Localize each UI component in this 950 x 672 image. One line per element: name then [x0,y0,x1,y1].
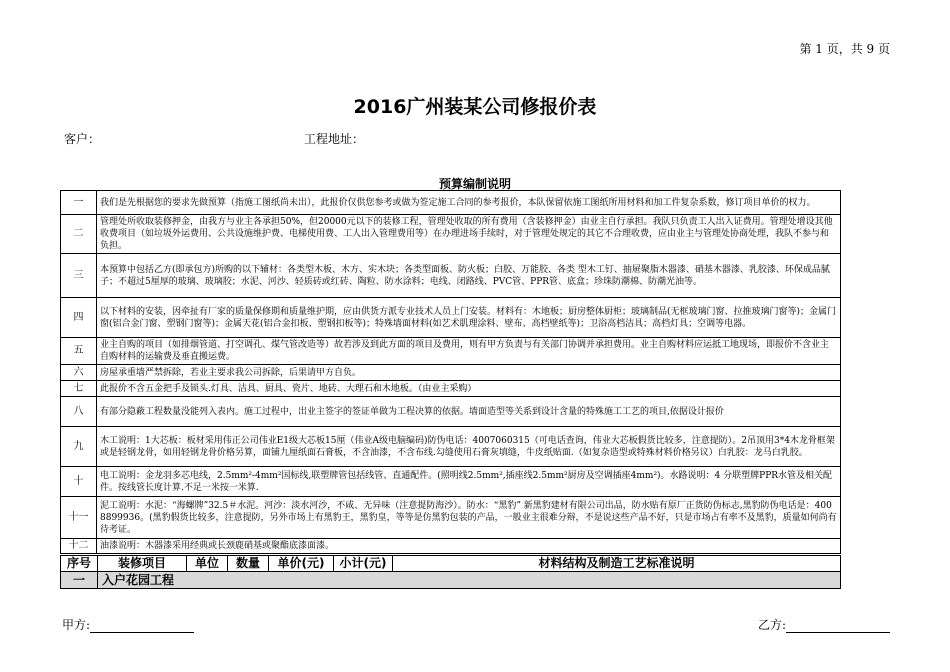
note-row [61,338,841,365]
party-a-signature-line [90,620,194,633]
note-number: 六 [61,365,97,381]
note-number: 十 [61,467,97,497]
party-b-signature [758,616,890,633]
note-row [61,254,841,298]
note-text: 油漆说明：木器漆采用经典或长颈鹿硝基或聚酯底漆面漆。 [97,539,841,554]
page-title: 2016广州装某公司修报价表 [353,96,597,118]
note-row [61,467,841,497]
header-quantity: 数量 [228,556,269,571]
note-number: 二 [61,215,97,254]
note-number: 十二 [61,539,97,554]
note-number: 五 [61,338,97,365]
note-row [61,365,841,381]
note-text: 以下材料的安装，因牵扯有厂家的质量保修期和质量维护期，应由供货方派专业技术人员上门安装。材料有：木地板；厨房整体厨柜；玻璃制品(无框玻璃门窗、拉推玻璃门窗等)；金属门窗(铝合金门窗、塑钢门窗等)；金属天花(铝合金扣板、塑钢扣板等)；特殊墙面材料(如艺术肌理涂料、壁布、高档壁纸等)；卫浴高档洁具；高档灯具；空调等电器。 [97,298,841,338]
note-row [61,397,841,427]
party-b-label: 乙方: [758,618,787,632]
section-number: 一 [61,572,98,588]
note-row [61,427,841,467]
note-row [61,381,841,397]
note-text: 本预算中包括乙方(即承包方)所购的以下辅材：各类型木板、木方、实木块；各类型面板、防火板；白胶、万能胶、各类 型木工钉、抽屉聚脂木器漆、硝基木器漆、乳胶漆、环保成品腻子；不超过5厘厚的玻璃、玻璃胶；水泥、河沙、轻质砖或红砖、陶粒、防水涂料；电线、闭路线、PVC管、PPR管、底盒；珍珠防潮棉、防潮光油等。 [97,254,841,298]
note-row [61,298,841,338]
note-row [61,215,841,254]
note-number: 七 [61,381,97,397]
header-seq: 序号 [61,556,98,571]
header-unit-price: 单价(元) [269,556,334,571]
note-text: 电工说明：金龙羽多芯电线，2.5mm²-4mm²国标线,联塑牌管包括线管、直通配件。(照明线2.5mm²,插座线2.5mm²厨房及空调插座4mm²)。水路说明：4 分联塑牌PPR水管及相关配件。按线管长度计算.不足一米按一米算. [97,467,841,497]
budget-notes-title: 预算编制说明 [438,177,511,191]
note-text: 业主自购的项目（如排烟管道、打空调孔、煤气管改造等）故若涉及到此方面的项目及费用，则有甲方负责与有关部门协调并承担费用。业主自购材料应运抵工地现场，即报价不含业主自购材料的运输费及垂直搬运费。 [97,338,841,365]
budget-notes-table [60,190,841,554]
quote-table-header [60,555,841,572]
party-a-signature [62,616,194,633]
page-number: 第 1 页，共 9 页 [799,42,890,56]
note-text: 泥工说明：水泥：“海螺牌”32.5＃水泥。河沙：淡水河沙，不咸、无异味（注意提防海沙）。防水：“黑豹” 新黑豹建材有限公司出品，防水贴有原厂正货防伪标志,黑豹防伪电话是：4008899936。(黑豹假货比较多，注意提防，另外市场上有黑豹王，黑豹皇，等等是仿黑豹包装的产品，一般业主很难分辩，不是说这些产品不好，只是市场占有率不及黑豹，质量如何尚有待考证。 [97,497,841,539]
note-text: 此报价不含五金把手及锁头.灯具、洁具、厨具、瓷片、地砖、大理石和木地板。（由业主采购） [97,381,841,397]
client-label: 客户： [64,132,101,146]
address-label: 工程地址： [304,132,365,146]
note-number: 一 [61,191,97,215]
note-text: 我们是先根据您的要求先做预算（指施工图纸尚未出），此报价仅供您参考或做为签定施工合同的参考报价，本队保留依施工图纸所用材料和加工件复杂系数，修订项目单价的权力。 [97,191,841,215]
note-text: 管理处所收取装修押金，由我方与业主各承担50%，但20000元以下的装修工程，管理处收取的所有费用（含装修押金）由业主自行承担。我队只负责工人出入证费用。管理处增设其他收费项目（如垃圾外运费用、公共设施维护费、电梯使用费、工人出入管理费用等）在办理进场手续时，对于管理处规定的其它不合理收费，应由业主与管理处协商处理，我队不参与和负担。 [97,215,841,254]
note-row [61,191,841,215]
header-description: 材料结构及制造工艺标准说明 [538,556,695,570]
section-row [60,572,841,589]
note-number: 八 [61,397,97,427]
section-name: 入户花园工程 [102,573,175,587]
note-text: 木工说明：1大芯板：板材采用伟正公司伟业E1级大芯板15厘（伟业A级电脑编码)防伪电话：4007060315（可电话查询，伟业大芯板假货比较多，注意提防）。2吊顶用3*4木龙骨框架或是轻钢龙骨，如用轻钢龙骨价格另算，面铺九厘纸面石膏板，不含油漆，不含布线.勾缝使用石膏灰填缝，牛皮纸贴面.（如复杂造型或特殊材料价格另议）白乳胶：龙马白乳胶。 [97,427,841,467]
note-number: 九 [61,427,97,467]
header-unit: 单位 [187,556,228,571]
note-number: 四 [61,298,97,338]
note-text: 房屋承重墙严禁拆除，若业主要求我公司拆除，后果请甲方自负。 [97,365,841,381]
note-number: 十一 [61,497,97,539]
note-number: 三 [61,254,97,298]
party-b-signature-line [786,620,890,633]
party-a-label: 甲方: [62,618,91,632]
note-text: 有部分隐蔽工程数量没能列入表内。施工过程中，出业主签字的签证单做为工程决算的依据。墙面造型等关系到设计含量的特殊施工工艺的项目,依据设计报价 [97,397,841,427]
note-row [61,497,841,539]
header-subtotal: 小计(元) [334,556,393,571]
note-row [61,539,841,554]
header-item: 装修项目 [98,556,187,571]
